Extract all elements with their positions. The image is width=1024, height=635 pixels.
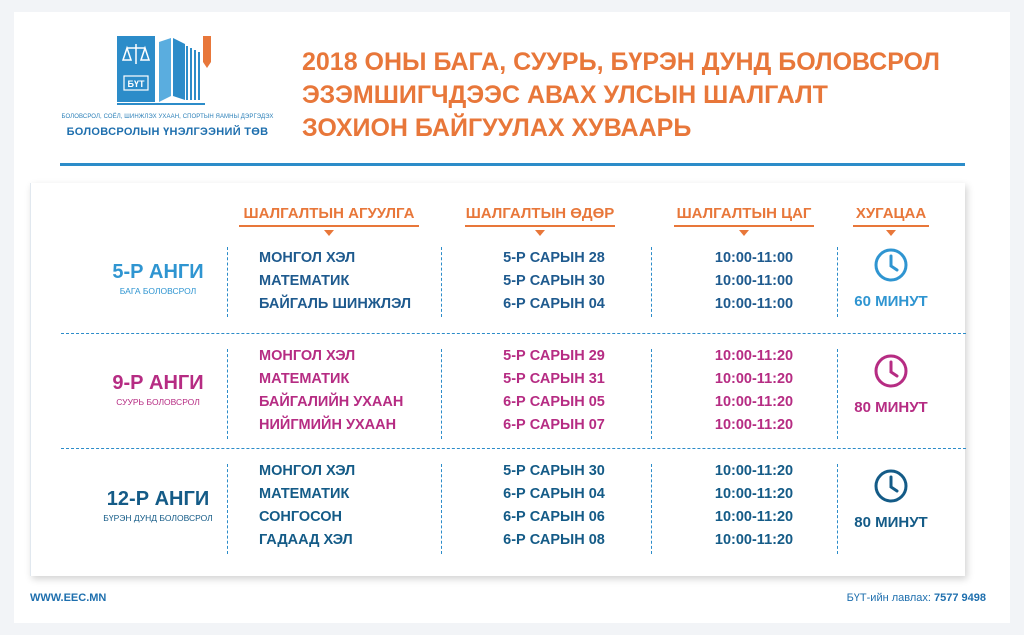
duration-text: 80 МИНУТ <box>854 514 928 531</box>
date-cell: 6-Р САРЫН 08 <box>503 532 605 548</box>
grade-subtitle: СУУРЬ БОЛОВСРОЛ <box>116 397 200 407</box>
grade-9-times <box>689 345 819 437</box>
grade-12-duration <box>841 468 941 531</box>
grade-9-label <box>73 372 243 407</box>
divider <box>227 247 228 317</box>
grade-5-block <box>31 243 966 327</box>
hotline-label: БҮТ-ийн лавлах: <box>846 592 931 604</box>
logo-subtitle: БОЛОВСРОЛ, СОЁЛ, ШИНЖЛЭХ УХААН, СПОРТЫН ЯАМНЫ ДЭРГЭДЭХ <box>61 114 274 120</box>
date-cell: 5-Р САРЫН 28 <box>503 250 605 266</box>
time-cell: 10:00-11:20 <box>714 371 794 387</box>
row-separator <box>61 333 966 334</box>
logo-org-name: БОЛОВСРОЛЫН ҮНЭЛГЭЭНИЙ ТӨВ <box>66 126 269 138</box>
duration-text: 80 МИНУТ <box>854 399 928 416</box>
time-cell: 10:00-11:20 <box>714 532 794 548</box>
subject-cell: МАТЕМАТИК <box>259 273 350 289</box>
date-cell: 6-Р САРЫН 04 <box>503 296 605 312</box>
header-subject: ШАЛГАЛТЫН АГУУЛГА <box>239 205 419 227</box>
divider <box>651 464 652 554</box>
date-cell: 6-Р САРЫН 04 <box>503 486 605 502</box>
svg-text:БҮТ: БҮТ <box>127 79 145 89</box>
divider <box>441 349 442 439</box>
subject-cell: БАЙГАЛИЙН УХААН <box>259 394 404 410</box>
grade-9-block <box>31 345 966 441</box>
grade-12-dates <box>479 460 629 552</box>
divider <box>227 349 228 439</box>
subject-cell: МОНГОЛ ХЭЛ <box>259 348 356 364</box>
grade-5-label <box>73 261 243 296</box>
subject-cell: МАТЕМАТИК <box>259 486 350 502</box>
grade-12-subjects <box>259 460 355 552</box>
grade-title: 9-Р АНГИ <box>112 372 204 394</box>
date-cell: 5-Р САРЫН 30 <box>503 463 605 479</box>
time-cell: 10:00-11:20 <box>714 417 794 433</box>
title-line-2: ЭЗЭМШИГЧДЭЭС АВАХ УЛСЫН ШАЛГАЛТ <box>302 81 828 109</box>
grade-5-subjects <box>259 247 411 316</box>
clock-icon <box>873 353 909 389</box>
eec-logo <box>60 34 275 144</box>
grade-subtitle: БАГА БОЛОВСРОЛ <box>119 286 197 296</box>
time-cell: 10:00-11:20 <box>714 348 794 364</box>
subject-cell: МОНГОЛ ХЭЛ <box>259 463 356 479</box>
divider <box>441 464 442 554</box>
subject-cell: ГАДААД ХЭЛ <box>259 532 353 548</box>
grade-title: 12-Р АНГИ <box>106 488 210 510</box>
hotline <box>847 592 986 604</box>
hotline-number: 7577 9498 <box>934 592 986 604</box>
grade-9-subjects <box>259 345 403 437</box>
divider <box>837 247 838 317</box>
divider <box>651 349 652 439</box>
book-scales-icon <box>115 34 225 119</box>
divider <box>441 247 442 317</box>
time-cell: 10:00-11:20 <box>714 463 794 479</box>
subject-cell: БАЙГАЛЬ ШИНЖЛЭЛ <box>259 296 412 312</box>
title-line-3: ЗОХИОН БАЙГУУЛАХ ХУВААРЬ <box>302 114 692 142</box>
subject-cell: МАТЕМАТИК <box>259 371 350 387</box>
header-time: ШАЛГАЛТЫН ЦАГ <box>674 205 814 227</box>
divider <box>837 349 838 439</box>
grade-5-dates <box>479 247 629 316</box>
title-line-1: 2018 ОНЫ БАГА, СУУРЬ, БҮРЭН ДУНД БОЛОВСРОЛ <box>302 48 940 76</box>
date-cell: 6-Р САРЫН 05 <box>503 394 605 410</box>
date-cell: 5-Р САРЫН 31 <box>503 371 605 387</box>
divider <box>837 464 838 554</box>
date-cell: 6-Р САРЫН 06 <box>503 509 605 525</box>
divider <box>227 464 228 554</box>
grade-subtitle: БҮРЭН ДУНД БОЛОВСРОЛ <box>103 513 213 523</box>
time-cell: 10:00-11:00 <box>714 296 794 312</box>
header-duration: ХУГАЦАА <box>853 205 929 227</box>
grade-title: 5-Р АНГИ <box>112 261 204 283</box>
time-cell: 10:00-11:20 <box>714 486 794 502</box>
divider <box>651 247 652 317</box>
grade-12-block <box>31 460 966 556</box>
time-cell: 10:00-11:20 <box>714 509 794 525</box>
title-divider <box>60 163 965 166</box>
time-cell: 10:00-11:00 <box>714 250 794 266</box>
date-cell: 6-Р САРЫН 07 <box>503 417 605 433</box>
header-date: ШАЛГАЛТЫН ӨДӨР <box>465 205 615 227</box>
time-cell: 10:00-11:00 <box>714 273 794 289</box>
row-separator <box>61 448 966 449</box>
grade-5-times <box>689 247 819 316</box>
duration-text: 60 МИНУТ <box>854 293 928 310</box>
subject-cell: СОНГОСОН <box>259 509 343 525</box>
date-cell: 5-Р САРЫН 30 <box>503 273 605 289</box>
time-cell: 10:00-11:20 <box>714 394 794 410</box>
grade-12-label <box>73 488 243 523</box>
page-title <box>302 46 1002 145</box>
clock-icon <box>873 247 909 283</box>
grade-9-duration <box>841 353 941 416</box>
schedule-card <box>30 183 965 576</box>
subject-cell: НИЙГМИЙН УХААН <box>259 417 397 433</box>
subject-cell: МОНГОЛ ХЭЛ <box>259 250 356 266</box>
website-link[interactable]: WWW.EEC.MN <box>30 592 107 604</box>
date-cell: 5-Р САРЫН 29 <box>503 348 605 364</box>
grade-9-dates <box>479 345 629 437</box>
grade-12-times <box>689 460 819 552</box>
grade-5-duration <box>841 247 941 310</box>
clock-icon <box>873 468 909 504</box>
